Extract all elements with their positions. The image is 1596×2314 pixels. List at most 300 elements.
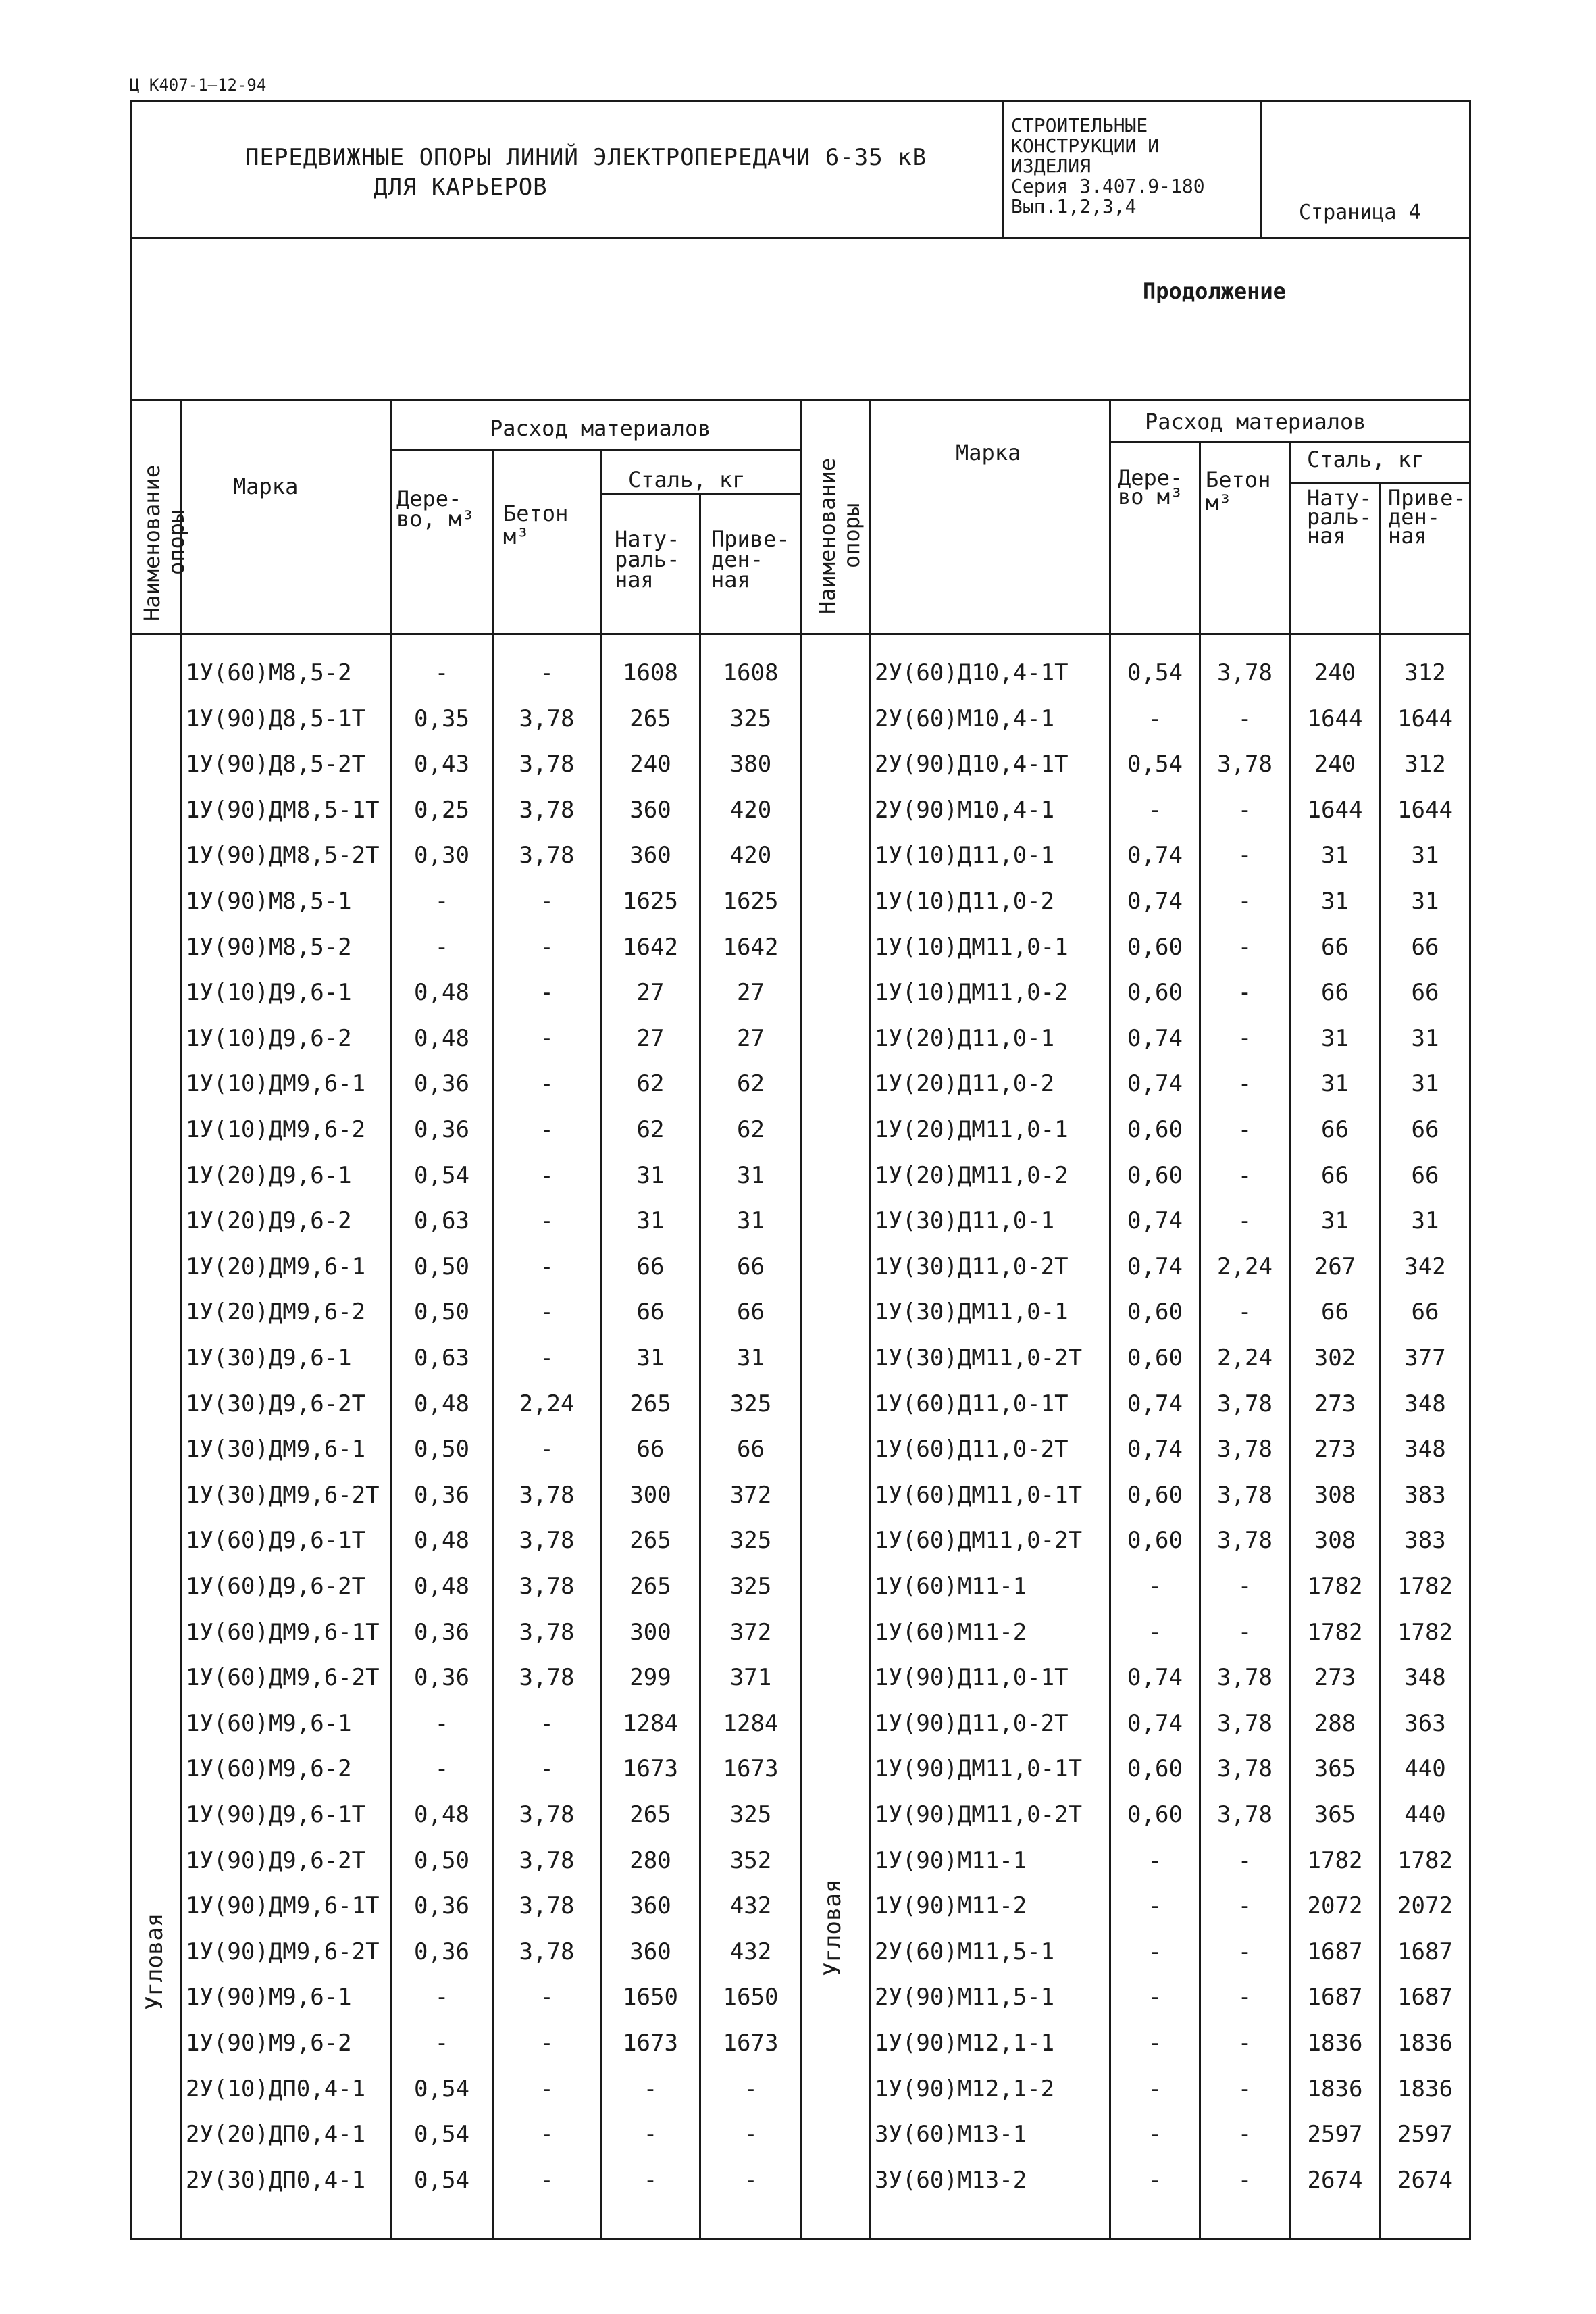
left-mark-cell: 1У(60)М8,5-2	[186, 659, 352, 686]
right-mark-cell: 1У(90)Д11,0-1Т	[875, 1664, 1069, 1692]
right-mark-cell: 1У(10)Д11,0-1	[875, 842, 1055, 870]
right-wood-cell: -	[1148, 1938, 1162, 1965]
right-wood-cell: -	[1148, 796, 1162, 824]
right-steel-reduced-cell: 31	[1411, 1024, 1439, 1052]
left-mark-cell: 1У(60)М9,6-2	[186, 1755, 352, 1783]
left-steel-natural-cell: 360	[629, 796, 671, 824]
left-wood-cell: 0,36	[414, 1481, 469, 1509]
right-wood-cell: 0,60	[1127, 1527, 1183, 1555]
right-steel-reduced-cell: 1782	[1397, 1573, 1453, 1600]
left-steel-natural-cell: 265	[629, 1527, 671, 1555]
right-concrete-cell: -	[1237, 1938, 1252, 1965]
right-steel-natural-cell: 240	[1314, 751, 1356, 778]
left-steel-natural-cell: 265	[629, 1390, 671, 1417]
right-mark-cell: 1У(60)М11-1	[875, 1573, 1027, 1600]
left-mark-cell: 1У(90)Д9,6-1Т	[186, 1801, 366, 1828]
right-steel-reduced-cell: 363	[1404, 1709, 1446, 1737]
left-wood-cell: 0,36	[414, 1938, 469, 1965]
right-steel-natural-cell: 240	[1314, 659, 1356, 686]
left-steel-natural-cell: 360	[629, 842, 671, 870]
right-concrete-cell: 3,78	[1217, 1755, 1272, 1783]
left-mark-cell: 1У(90)ДМ8,5-1Т	[186, 796, 380, 824]
left-steel-natural-cell: 280	[629, 1846, 671, 1874]
right-concrete-cell: -	[1237, 2166, 1252, 2194]
left-steel-natural-cell: -	[643, 2121, 658, 2148]
right-steel-natural-cell: 273	[1314, 1436, 1356, 1463]
left-concrete-cell: -	[540, 2166, 554, 2194]
right-wood-cell: -	[1148, 2121, 1162, 2148]
right-wood-cell: -	[1148, 2030, 1162, 2057]
left-steel-reduced-cell: -	[744, 2166, 758, 2194]
right-mark-cell: 1У(90)Д11,0-2Т	[875, 1709, 1069, 1737]
right-steel-natural-cell: 1687	[1307, 1938, 1363, 1965]
left-mark-cell: 1У(60)Д9,6-2Т	[186, 1573, 366, 1600]
left-mark-cell: 1У(10)ДМ9,6-2	[186, 1116, 366, 1143]
right-concrete-cell: -	[1237, 1892, 1252, 1920]
left-steel-reduced-cell: 380	[729, 751, 772, 778]
left-wood-cell: 0,48	[414, 979, 469, 1007]
left-concrete-cell: 3,78	[519, 1892, 575, 1920]
continuation-block	[130, 237, 1471, 401]
left-steel-reduced-cell: 1625	[723, 888, 779, 915]
right-concrete-cell: 3,78	[1217, 1801, 1272, 1828]
right-concrete-cell: 3,78	[1217, 1436, 1272, 1463]
left-steel-natural-cell: 360	[629, 1892, 671, 1920]
left-steel-natural-cell: 300	[629, 1481, 671, 1509]
left-concrete-cell: -	[540, 1070, 554, 1098]
left-wood-cell: 0,48	[414, 1390, 469, 1417]
left-steel-natural-cell: 27	[636, 1024, 665, 1052]
left-mark-cell: 1У(90)Д8,5-1Т	[186, 705, 366, 732]
right-wood-cell: 0,74	[1127, 1709, 1183, 1737]
left-steel-reduced-cell: 420	[729, 796, 772, 824]
right-wood-cell: 0,60	[1127, 1755, 1183, 1783]
right-wood-cell: 0,60	[1127, 1801, 1183, 1828]
right-steel-reduced-cell: 31	[1411, 1070, 1439, 1098]
left-wood-cell: 0,25	[414, 796, 469, 824]
right-steel-natural-cell: 273	[1314, 1390, 1356, 1417]
left-wood-cell: 0,50	[414, 1846, 469, 1874]
left-mark-cell: 2У(30)ДП0,4-1	[186, 2166, 366, 2194]
right-steel-natural-cell: 1782	[1307, 1846, 1363, 1874]
left-wood-cell: -	[434, 1984, 449, 2011]
right-steel-reduced-cell: 440	[1404, 1755, 1446, 1783]
right-concrete-cell: -	[1237, 705, 1252, 732]
left-concrete-cell: 3,78	[519, 705, 575, 732]
left-mark-cell: 1У(10)Д9,6-2	[186, 1024, 352, 1052]
left-wood-cell: 0,63	[414, 1207, 469, 1235]
left-concrete-cell: -	[540, 2121, 554, 2148]
left-wood-cell: 0,36	[414, 1618, 469, 1646]
left-steel-natural-cell: 27	[636, 979, 665, 1007]
right-wood-cell: 0,74	[1127, 1390, 1183, 1417]
right-wood-cell: -	[1148, 1846, 1162, 1874]
right-steel-reduced-cell: 348	[1404, 1390, 1446, 1417]
left-mark-cell: 1У(20)Д9,6-2	[186, 1207, 352, 1235]
right-wood-cell: -	[1148, 1892, 1162, 1920]
left-mark-cell: 1У(90)М8,5-1	[186, 888, 352, 915]
left-wood-cell: 0,30	[414, 842, 469, 870]
right-steel-natural-cell: 66	[1321, 979, 1349, 1007]
right-concrete-cell: 3,78	[1217, 1664, 1272, 1692]
left-wood-cell: -	[434, 1709, 449, 1737]
left-mark-cell: 1У(60)М9,6-1	[186, 1709, 352, 1737]
right-steel-natural-cell: 31	[1321, 842, 1349, 870]
right-concrete-cell: -	[1237, 1116, 1252, 1143]
left-concrete-cell: -	[540, 1161, 554, 1189]
right-steel-reduced-cell: 348	[1404, 1436, 1446, 1463]
left-mark-cell: 1У(20)ДМ9,6-2	[186, 1299, 366, 1326]
left-steel-natural-cell: 265	[629, 705, 671, 732]
right-concrete-cell: -	[1237, 2030, 1252, 2057]
right-steel-reduced-cell: 1836	[1397, 2075, 1453, 2103]
left-steel-natural-cell: 1673	[623, 2030, 678, 2057]
col-header-reduced-right: Приве-ден-ная	[1388, 485, 1466, 549]
right-concrete-cell: -	[1237, 1984, 1252, 2011]
right-steel-reduced-cell: 66	[1411, 933, 1439, 961]
left-concrete-cell: -	[540, 1755, 554, 1783]
right-mark-cell: 1У(30)ДМ11,0-1	[875, 1299, 1069, 1326]
right-steel-reduced-cell: 66	[1411, 979, 1439, 1007]
right-steel-natural-cell: 1782	[1307, 1573, 1363, 1600]
left-wood-cell: -	[434, 2030, 449, 2057]
right-steel-reduced-cell: 1782	[1397, 1846, 1453, 1874]
right-steel-reduced-cell: 1644	[1397, 705, 1453, 732]
right-mark-cell: 1У(20)ДМ11,0-2	[875, 1161, 1069, 1189]
right-wood-cell: 0,54	[1127, 659, 1183, 686]
left-wood-cell: -	[434, 659, 449, 686]
title-line-1: ПЕРЕДВИЖНЫЕ ОПОРЫ ЛИНИЙ ЭЛЕКТРОПЕРЕДАЧИ 6-35 кВ	[245, 144, 927, 171]
left-steel-reduced-cell: 27	[737, 979, 765, 1007]
left-steel-reduced-cell: 31	[737, 1161, 765, 1189]
series-block	[1011, 116, 1205, 217]
left-wood-cell: 0,48	[414, 1801, 469, 1828]
right-wood-cell: 0,60	[1127, 1299, 1183, 1326]
left-wood-cell: 0,36	[414, 1070, 469, 1098]
left-steel-natural-cell: 1673	[623, 1755, 678, 1783]
left-steel-reduced-cell: 1284	[723, 1709, 779, 1737]
col-header-name-right: Наименование опоры	[815, 457, 865, 614]
left-concrete-cell: -	[540, 1253, 554, 1280]
right-concrete-cell: -	[1237, 1024, 1252, 1052]
right-steel-natural-cell: 1836	[1307, 2030, 1363, 2057]
right-concrete-cell: 3,78	[1217, 1527, 1272, 1555]
right-concrete-cell: 2,24	[1217, 1253, 1272, 1280]
right-wood-cell: 0,60	[1127, 979, 1183, 1007]
right-steel-reduced-cell: 312	[1404, 659, 1446, 686]
right-concrete-cell: -	[1237, 842, 1252, 870]
left-concrete-cell: 3,78	[519, 1801, 575, 1828]
right-concrete-cell: 3,78	[1217, 1481, 1272, 1509]
right-steel-reduced-cell: 383	[1404, 1481, 1446, 1509]
right-steel-natural-cell: 273	[1314, 1664, 1356, 1692]
left-steel-natural-cell: 240	[629, 751, 671, 778]
left-concrete-cell: 3,78	[519, 796, 575, 824]
left-wood-cell: 0,36	[414, 1664, 469, 1692]
right-wood-cell: 0,60	[1127, 1481, 1183, 1509]
col-header-natural: Нату-раль-ная	[615, 526, 680, 593]
left-steel-reduced-cell: 1650	[723, 1984, 779, 2011]
right-steel-reduced-cell: 2072	[1397, 1892, 1453, 1920]
col-header-concrete: Бетон м³	[503, 501, 569, 549]
left-steel-reduced-cell: 372	[729, 1481, 772, 1509]
left-steel-natural-cell: 360	[629, 1938, 671, 1965]
left-mark-cell: 1У(60)Д9,6-1Т	[186, 1527, 366, 1555]
right-mark-cell: 3У(60)М13-1	[875, 2121, 1027, 2148]
page-number: Страница 4	[1299, 201, 1421, 224]
right-steel-reduced-cell: 1782	[1397, 1618, 1453, 1646]
right-steel-natural-cell: 308	[1314, 1481, 1356, 1509]
left-mark-cell: 1У(60)ДМ9,6-1Т	[186, 1618, 380, 1646]
series-line-2: КОНСТРУКЦИИ И	[1011, 134, 1160, 157]
left-mark-cell: 1У(20)ДМ9,6-1	[186, 1253, 366, 1280]
right-wood-cell: 0,74	[1127, 1024, 1183, 1052]
left-mark-cell: 1У(90)М9,6-1	[186, 1984, 352, 2011]
right-steel-natural-cell: 1644	[1307, 796, 1363, 824]
right-mark-cell: 1У(60)ДМ11,0-2Т	[875, 1527, 1083, 1555]
left-steel-natural-cell: 62	[636, 1116, 665, 1143]
right-concrete-cell: -	[1237, 796, 1252, 824]
right-mark-cell: 1У(90)ДМ11,0-1Т	[875, 1755, 1083, 1783]
right-mark-cell: 2У(60)М10,4-1	[875, 705, 1055, 732]
left-wood-cell: 0,63	[414, 1344, 469, 1372]
right-steel-reduced-cell: 31	[1411, 888, 1439, 915]
left-steel-reduced-cell: 372	[729, 1618, 772, 1646]
right-mark-cell: 1У(30)Д11,0-1	[875, 1207, 1055, 1235]
col-header-consumption: Расход материалов	[490, 416, 711, 441]
right-wood-cell: -	[1148, 1984, 1162, 2011]
left-steel-natural-cell: -	[643, 2075, 658, 2103]
col-header-steel: Сталь, кг	[628, 467, 746, 493]
left-concrete-cell: 3,78	[519, 1481, 575, 1509]
right-steel-natural-cell: 31	[1321, 1070, 1349, 1098]
left-steel-natural-cell: 1625	[623, 888, 678, 915]
right-concrete-cell: 3,78	[1217, 751, 1272, 778]
right-steel-natural-cell: 1782	[1307, 1618, 1363, 1646]
right-steel-natural-cell: 31	[1321, 1207, 1349, 1235]
left-wood-cell: -	[434, 1755, 449, 1783]
right-steel-reduced-cell: 31	[1411, 842, 1439, 870]
left-steel-natural-cell: 66	[636, 1253, 665, 1280]
right-steel-reduced-cell: 2674	[1397, 2166, 1453, 2194]
right-concrete-cell: 3,78	[1217, 1390, 1272, 1417]
right-steel-natural-cell: 1836	[1307, 2075, 1363, 2103]
col-header-mark: Марка	[233, 474, 299, 499]
col-header-steel-right: Сталь, кг	[1307, 447, 1424, 472]
right-concrete-cell: -	[1237, 979, 1252, 1007]
right-concrete-cell: 3,78	[1217, 1709, 1272, 1737]
right-concrete-cell: 2,24	[1217, 1344, 1272, 1372]
right-steel-reduced-cell: 31	[1411, 1207, 1439, 1235]
group-label-left: Угловая	[141, 1913, 168, 2010]
left-wood-cell: 0,36	[414, 1116, 469, 1143]
right-steel-natural-cell: 1687	[1307, 1984, 1363, 2011]
left-mark-cell: 1У(90)ДМ9,6-1Т	[186, 1892, 380, 1920]
continuation-label: Продолжение	[1143, 278, 1286, 304]
right-wood-cell: 0,74	[1127, 1664, 1183, 1692]
left-concrete-cell: 3,78	[519, 1664, 575, 1692]
left-concrete-cell: 3,78	[519, 842, 575, 870]
left-concrete-cell: -	[540, 1299, 554, 1326]
left-steel-reduced-cell: 1608	[723, 659, 779, 686]
right-steel-reduced-cell: 1687	[1397, 1938, 1453, 1965]
left-steel-natural-cell: 299	[629, 1664, 671, 1692]
left-wood-cell: 0,50	[414, 1436, 469, 1463]
left-mark-cell: 1У(10)ДМ9,6-1	[186, 1070, 366, 1098]
right-wood-cell: -	[1148, 2075, 1162, 2103]
left-wood-cell: 0,48	[414, 1024, 469, 1052]
right-wood-cell: -	[1148, 1618, 1162, 1646]
left-mark-cell: 1У(90)М8,5-2	[186, 933, 352, 961]
left-concrete-cell: -	[540, 1436, 554, 1463]
right-mark-cell: 1У(10)ДМ11,0-2	[875, 979, 1069, 1007]
right-wood-cell: 0,60	[1127, 1116, 1183, 1143]
right-concrete-cell: -	[1237, 2121, 1252, 2148]
right-concrete-cell: -	[1237, 933, 1252, 961]
left-steel-reduced-cell: 352	[729, 1846, 772, 1874]
left-mark-cell: 1У(10)Д9,6-1	[186, 979, 352, 1007]
right-steel-natural-cell: 31	[1321, 1024, 1349, 1052]
right-mark-cell: 1У(60)Д11,0-1Т	[875, 1390, 1069, 1417]
right-concrete-cell: -	[1237, 1070, 1252, 1098]
left-steel-reduced-cell: 66	[737, 1253, 765, 1280]
left-wood-cell: 0,54	[414, 1161, 469, 1189]
right-steel-reduced-cell: 348	[1404, 1664, 1446, 1692]
right-steel-natural-cell: 267	[1314, 1253, 1356, 1280]
left-concrete-cell: 3,78	[519, 1846, 575, 1874]
right-steel-reduced-cell: 440	[1404, 1801, 1446, 1828]
left-steel-reduced-cell: 66	[737, 1299, 765, 1326]
right-steel-natural-cell: 66	[1321, 1299, 1349, 1326]
right-steel-reduced-cell: 66	[1411, 1299, 1439, 1326]
right-mark-cell: 1У(20)ДМ11,0-1	[875, 1116, 1069, 1143]
left-concrete-cell: 2,24	[519, 1390, 575, 1417]
right-wood-cell: 0,74	[1127, 1436, 1183, 1463]
right-mark-cell: 2У(90)М10,4-1	[875, 796, 1055, 824]
right-wood-cell: 0,60	[1127, 1344, 1183, 1372]
right-steel-natural-cell: 1644	[1307, 705, 1363, 732]
right-steel-natural-cell: 365	[1314, 1801, 1356, 1828]
right-wood-cell: 0,60	[1127, 933, 1183, 961]
left-steel-reduced-cell: 1642	[723, 933, 779, 961]
right-mark-cell: 1У(60)М11-2	[875, 1618, 1027, 1646]
left-steel-natural-cell: 1642	[623, 933, 678, 961]
right-wood-cell: 0,74	[1127, 1070, 1183, 1098]
document-code: Ц К407-1—12-94	[130, 76, 267, 95]
title-block	[130, 100, 1471, 239]
right-wood-cell: -	[1148, 705, 1162, 732]
left-concrete-cell: -	[540, 659, 554, 686]
right-wood-cell: -	[1148, 1573, 1162, 1600]
right-steel-reduced-cell: 1836	[1397, 2030, 1453, 2057]
right-mark-cell: 1У(90)М12,1-1	[875, 2030, 1055, 2057]
right-mark-cell: 1У(90)М12,1-2	[875, 2075, 1055, 2103]
left-mark-cell: 1У(30)Д9,6-2Т	[186, 1390, 366, 1417]
left-steel-natural-cell: 31	[636, 1207, 665, 1235]
right-steel-natural-cell: 66	[1321, 933, 1349, 961]
right-mark-cell: 1У(20)Д11,0-2	[875, 1070, 1055, 1098]
left-wood-cell: -	[434, 888, 449, 915]
right-wood-cell: 0,74	[1127, 1253, 1183, 1280]
left-wood-cell: 0,50	[414, 1253, 469, 1280]
col-header-wood-right: Дере-во м³	[1118, 465, 1183, 509]
right-mark-cell: 1У(10)ДМ11,0-1	[875, 933, 1069, 961]
left-concrete-cell: 3,78	[519, 1938, 575, 1965]
title-line-2: ДЛЯ КАРЬЕРОВ	[374, 174, 548, 201]
right-wood-cell: 0,54	[1127, 751, 1183, 778]
right-steel-natural-cell: 66	[1321, 1116, 1349, 1143]
document-title	[245, 143, 927, 202]
right-steel-natural-cell: 365	[1314, 1755, 1356, 1783]
col-header-reduced: Приве-ден-ная	[711, 526, 790, 593]
col-header-concrete-right: Бетон м³	[1206, 467, 1271, 515]
left-steel-reduced-cell: 371	[729, 1664, 772, 1692]
series-line-3: ИЗДЕЛИЯ	[1011, 155, 1091, 177]
left-steel-reduced-cell: 62	[737, 1070, 765, 1098]
right-mark-cell: 1У(20)Д11,0-1	[875, 1024, 1055, 1052]
left-concrete-cell: -	[540, 979, 554, 1007]
left-steel-natural-cell: 300	[629, 1618, 671, 1646]
right-steel-natural-cell: 2597	[1307, 2121, 1363, 2148]
right-steel-reduced-cell: 312	[1404, 751, 1446, 778]
left-wood-cell: -	[434, 933, 449, 961]
left-mark-cell: 2У(20)ДП0,4-1	[186, 2121, 366, 2148]
right-steel-reduced-cell: 66	[1411, 1116, 1439, 1143]
left-concrete-cell: 3,78	[519, 751, 575, 778]
left-concrete-cell: 3,78	[519, 1527, 575, 1555]
left-mark-cell: 1У(30)Д9,6-1	[186, 1344, 352, 1372]
right-steel-natural-cell: 288	[1314, 1709, 1356, 1737]
left-mark-cell: 1У(90)Д9,6-2Т	[186, 1846, 366, 1874]
left-steel-natural-cell: 265	[629, 1573, 671, 1600]
left-wood-cell: 0,43	[414, 751, 469, 778]
left-concrete-cell: 3,78	[519, 1618, 575, 1646]
left-mark-cell: 1У(30)ДМ9,6-1	[186, 1436, 366, 1463]
left-concrete-cell: -	[540, 2030, 554, 2057]
right-mark-cell: 1У(10)Д11,0-2	[875, 888, 1055, 915]
right-wood-cell: 0,60	[1127, 1161, 1183, 1189]
left-steel-reduced-cell: -	[744, 2075, 758, 2103]
right-concrete-cell: -	[1237, 1846, 1252, 1874]
right-concrete-cell: -	[1237, 1299, 1252, 1326]
right-mark-cell: 1У(30)Д11,0-2Т	[875, 1253, 1069, 1280]
left-steel-natural-cell: 31	[636, 1344, 665, 1372]
right-mark-cell: 2У(60)Д10,4-1Т	[875, 659, 1069, 686]
left-concrete-cell: -	[540, 1709, 554, 1737]
left-steel-reduced-cell: 31	[737, 1344, 765, 1372]
left-steel-reduced-cell: 1673	[723, 2030, 779, 2057]
left-steel-natural-cell: 1650	[623, 1984, 678, 2011]
left-mark-cell: 2У(10)ДП0,4-1	[186, 2075, 366, 2103]
left-wood-cell: 0,54	[414, 2121, 469, 2148]
left-steel-reduced-cell: -	[744, 2121, 758, 2148]
left-wood-cell: 0,36	[414, 1892, 469, 1920]
series-line-5: Вып.1,2,3,4	[1011, 195, 1137, 218]
left-concrete-cell: -	[540, 1024, 554, 1052]
left-concrete-cell: -	[540, 1116, 554, 1143]
left-mark-cell: 1У(90)ДМ8,5-2Т	[186, 842, 380, 870]
left-steel-reduced-cell: 432	[729, 1938, 772, 1965]
col-header-mark-right: Марка	[956, 440, 1021, 466]
col-header-natural-right: Нату-раль-ная	[1307, 485, 1372, 549]
left-concrete-cell: 3,78	[519, 1573, 575, 1600]
right-steel-reduced-cell: 2597	[1397, 2121, 1453, 2148]
left-wood-cell: 0,35	[414, 705, 469, 732]
left-mark-cell: 1У(90)Д8,5-2Т	[186, 751, 366, 778]
right-steel-natural-cell: 302	[1314, 1344, 1356, 1372]
series-line-1: СТРОИТЕЛЬНЫЕ	[1011, 114, 1148, 136]
col-header-name: Наименование опоры	[139, 464, 189, 621]
